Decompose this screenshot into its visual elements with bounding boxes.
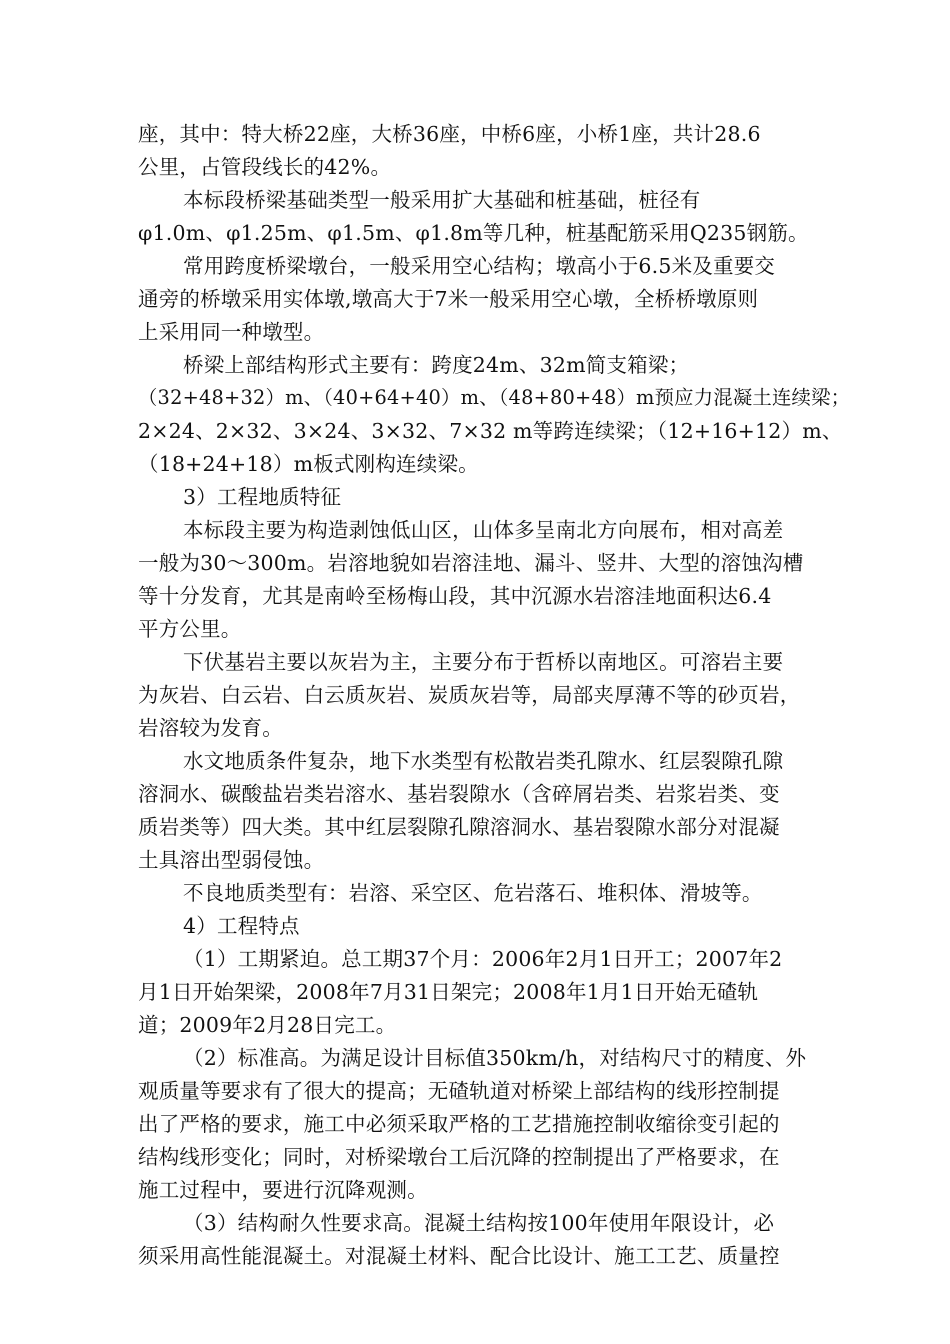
text-line: 通旁的桥墩采用实体墩,墩高大于7米一般采用空心墩，全桥桥墩原则 <box>138 287 759 311</box>
text-line: 本标段主要为构造剥蚀低山区，山体多呈南北方向展布，相对高差 <box>183 518 784 542</box>
text-line: 常用跨度桥梁墩台，一般采用空心结构；墩高小于6.5米及重要交 <box>183 254 776 278</box>
text-line: 座，其中：特大桥22座，大桥36座，中桥6座，小桥1座，共计28.6 <box>138 122 761 146</box>
section-heading: 3）工程地质特征 <box>183 485 342 509</box>
text-line: 下伏基岩主要以灰岩为主，主要分布于哲桥以南地区。可溶岩主要 <box>183 650 784 674</box>
text-line: （1）工期紧迫。总工期37个月：2006年2月1日开工；2007年2 <box>183 947 783 971</box>
text-line: 土具溶出型弱侵蚀。 <box>138 848 325 872</box>
text-line: φ1.0m、φ1.25m、φ1.5m、φ1.8m等几种，桩基配筋采用Q235钢筋。 <box>138 221 809 245</box>
text-line: 施工过程中，要进行沉降观测。 <box>138 1178 428 1202</box>
text-line: 月1日开始架梁，2008年7月31日架完；2008年1月1日开始无碴轨 <box>138 980 759 1004</box>
text-line: 道；2009年2月28日完工。 <box>138 1013 397 1037</box>
text-line: （18+24+18）m板式刚构连续梁。 <box>138 452 479 476</box>
text-line: （32+48+32）m、（40+64+40）m、（48+80+48）m预应力混凝土连续梁； <box>138 386 851 409</box>
text-line: 结构线形变化；同时，对桥梁墩台工后沉降的控制提出了严格要求，在 <box>138 1145 780 1169</box>
section-heading: 4）工程特点 <box>183 914 300 938</box>
text-line: 2×24、2×32、3×24、3×32、7×32 m等跨连续梁；（12+16+12）m、 <box>138 419 843 443</box>
text-line: 水文地质条件复杂，地下水类型有松散岩类孔隙水、红层裂隙孔隙 <box>183 749 784 773</box>
text-line: 岩溶较为发育。 <box>138 716 283 740</box>
text-line: 等十分发育，尤其是南岭至杨梅山段，其中沉源水岩溶洼地面积达6.4 <box>138 584 772 608</box>
text-line: 桥梁上部结构形式主要有：跨度24m、32m简支箱梁； <box>183 353 690 377</box>
text-line: 质岩类等）四大类。其中红层裂隙孔隙溶洞水、基岩裂隙水部分对混凝 <box>138 815 780 839</box>
text-line: 不良地质类型有：岩溶、采空区、危岩落石、堆积体、滑坡等。 <box>183 881 763 905</box>
text-line: 公里，占管段线长的42%。 <box>138 155 392 179</box>
text-line: （2）标准高。为满足设计目标值350km/h，对结构尺寸的精度、外 <box>183 1046 807 1070</box>
text-line: 出了严格的要求，施工中必须采取严格的工艺措施控制收缩徐变引起的 <box>138 1112 780 1136</box>
text-line: 一般为30～300m。岩溶地貌如岩溶洼地、漏斗、竖井、大型的溶蚀沟槽 <box>138 551 804 575</box>
text-line: 平方公里。 <box>138 617 242 641</box>
text-line: 上采用同一种墩型。 <box>138 320 325 344</box>
text-line: 观质量等要求有了很大的提高；无碴轨道对桥梁上部结构的线形控制提 <box>138 1079 780 1103</box>
text-line: 溶洞水、碳酸盐岩类岩溶水、基岩裂隙水（含碎屑岩类、岩浆岩类、变 <box>138 782 780 806</box>
text-line: 须采用高性能混凝土。对混凝土材料、配合比设计、施工工艺、质量控 <box>138 1244 780 1268</box>
text-line: 为灰岩、白云岩、白云质灰岩、炭质灰岩等，局部夹厚薄不等的砂页岩， <box>138 683 801 707</box>
text-line: 本标段桥梁基础类型一般采用扩大基础和桩基础，桩径有 <box>183 188 701 212</box>
text-line: （3）结构耐久性要求高。混凝土结构按100年使用年限设计，必 <box>183 1211 775 1235</box>
